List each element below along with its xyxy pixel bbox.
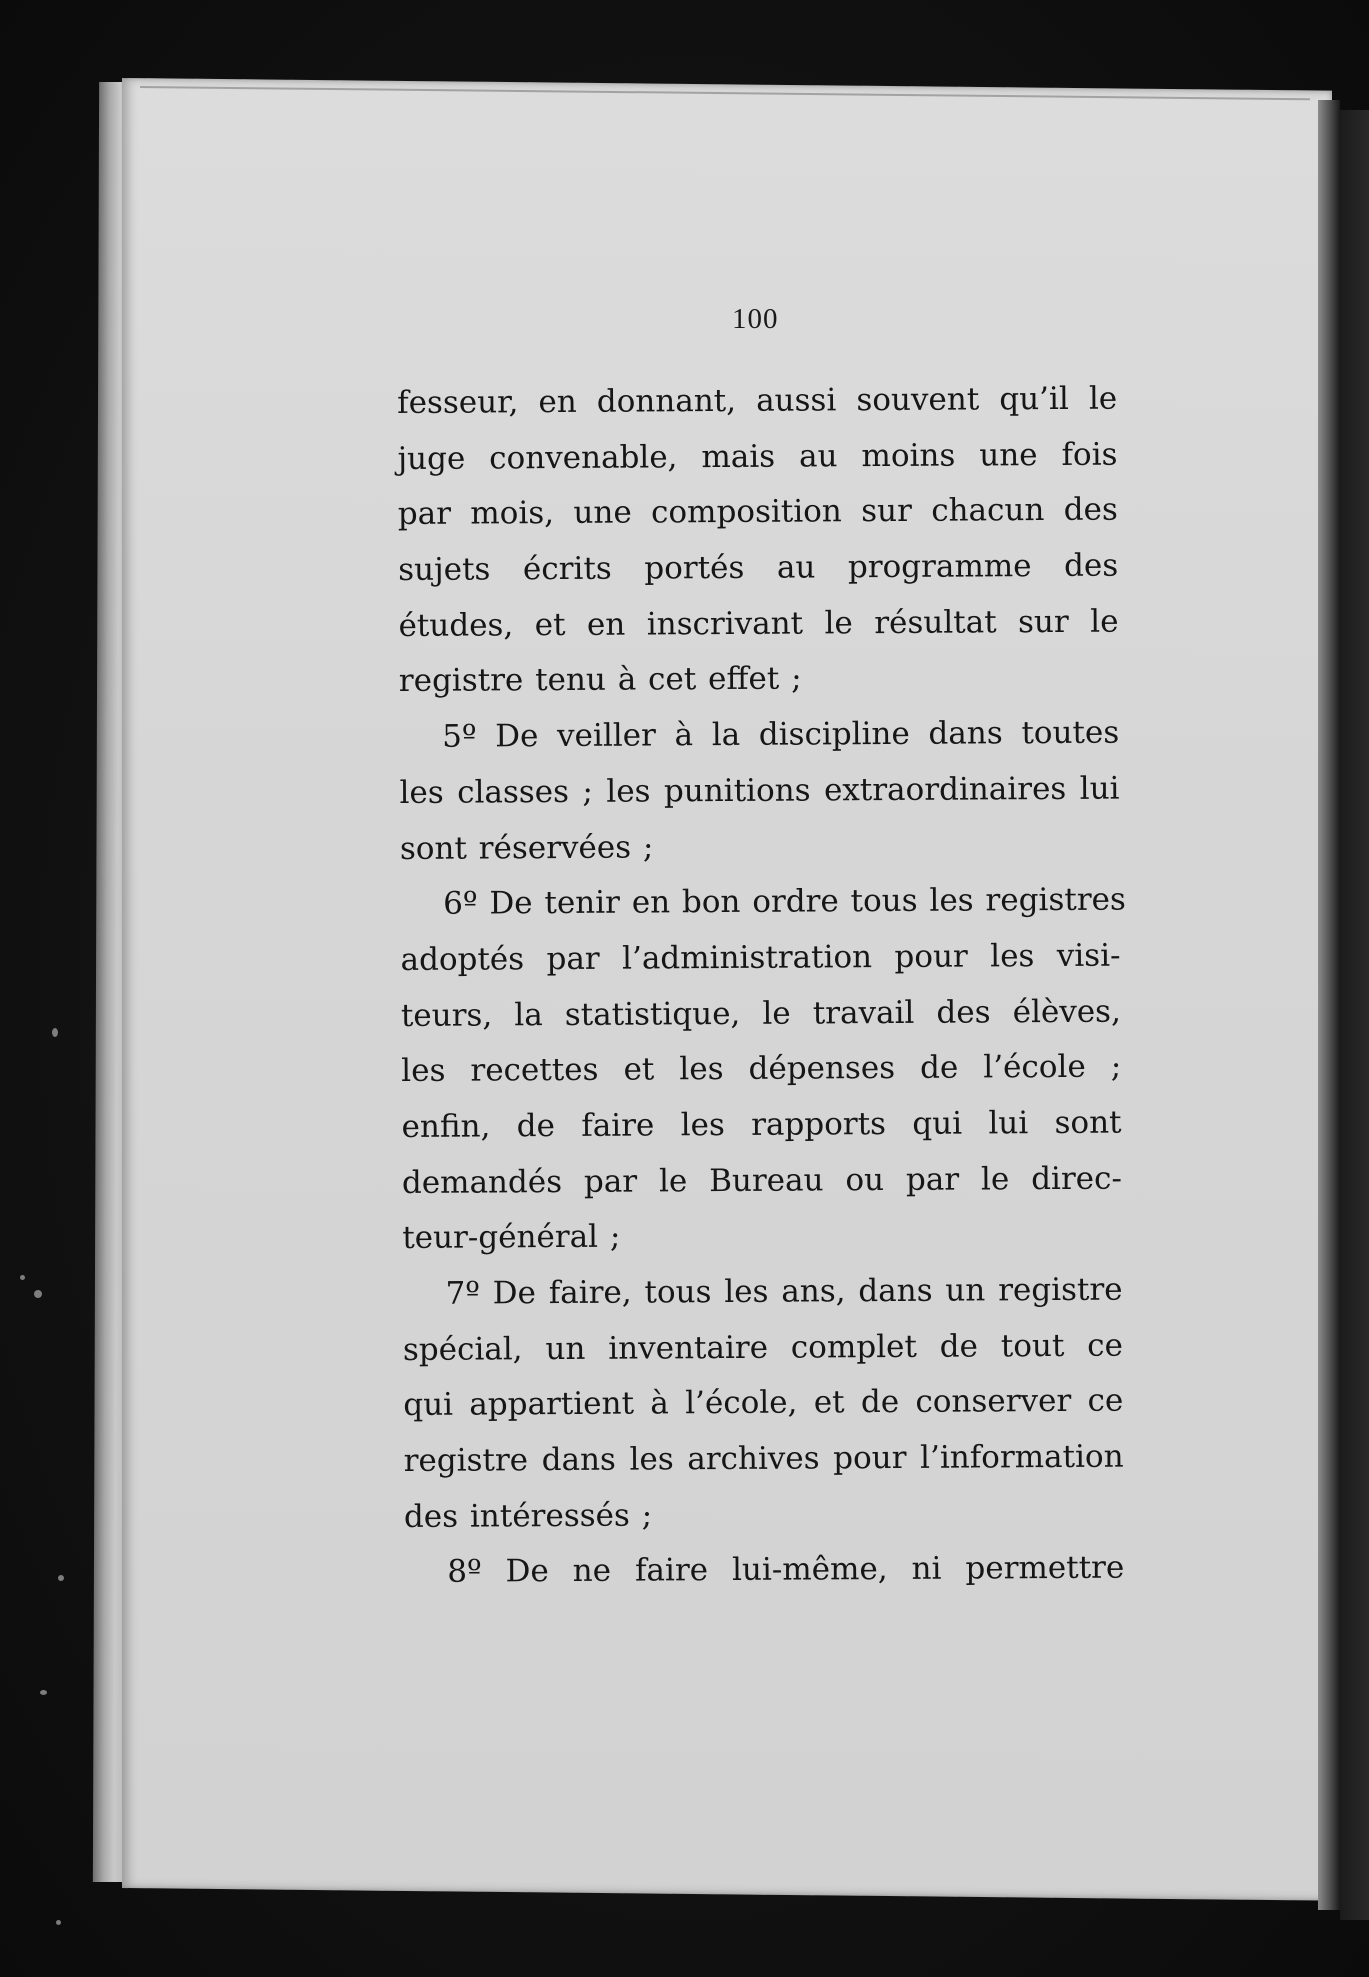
dust-speck bbox=[20, 1275, 25, 1280]
text-line: demandés par le Bureau ou par le direc- bbox=[401, 1160, 1123, 1201]
text-line: sont réservées ; bbox=[399, 828, 654, 867]
dust-speck bbox=[52, 1028, 58, 1037]
text-line: études, et en inscrivant le résultat sur le bbox=[398, 603, 1119, 644]
text-line: registre dans les archives pour l’information bbox=[403, 1438, 1124, 1480]
text-line: les classes ; les punitions extraordinaires lui bbox=[399, 770, 1120, 811]
dust-speck bbox=[56, 1920, 61, 1925]
text-line: les recettes et les dépenses de l’école ; bbox=[401, 1048, 1122, 1090]
text-line: juge convenable, mais au moins une fois bbox=[397, 436, 1118, 477]
text-line: fesseur, en donnant, aussi souvent qu’il le bbox=[397, 380, 1118, 421]
text-line: 7º De faire, tous les ans, dans un registre bbox=[445, 1271, 1123, 1312]
text-line: des intéressés ; bbox=[403, 1497, 653, 1535]
text-line: 5º De veiller à la discipline dans toutes bbox=[442, 714, 1120, 755]
facing-page-edge bbox=[1340, 110, 1369, 1920]
text-line: teurs, la statistique, le travail des élèves, bbox=[400, 993, 1122, 1034]
text-line: enfin, de faire les rapports qui lui sont bbox=[401, 1104, 1122, 1145]
binding-shadow bbox=[1318, 100, 1340, 1910]
text-line: 8º De ne faire lui-même, ni permettre bbox=[447, 1550, 1125, 1591]
dust-speck bbox=[40, 1690, 47, 1695]
body-text bbox=[397, 372, 1124, 1602]
text-line: spécial, un inventaire complet de tout ce bbox=[402, 1327, 1124, 1368]
page-number: 100 bbox=[732, 303, 779, 335]
text-line: sujets écrits portés au programme des bbox=[398, 547, 1119, 589]
text-line: registre tenu à cet effet ; bbox=[398, 660, 802, 700]
text-line: par mois, une composition sur chacun des bbox=[397, 491, 1118, 533]
text-line: 6º De tenir en bon ordre tous les registres bbox=[443, 881, 1126, 922]
text-line: adoptés par l’administration pour les visi- bbox=[400, 937, 1121, 978]
text-line: qui appartient à l’école, et de conserver ce bbox=[403, 1382, 1124, 1424]
dust-speck bbox=[58, 1575, 64, 1581]
dust-speck bbox=[34, 1290, 42, 1298]
text-line: teur-général ; bbox=[402, 1218, 621, 1257]
